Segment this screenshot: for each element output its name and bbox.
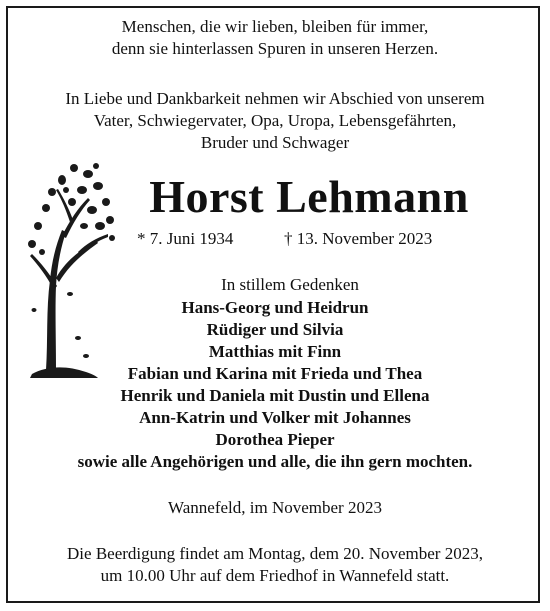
place-date: Wannefeld, im November 2023 [168, 498, 382, 517]
mourner-entry: Matthias mit Finn [208, 342, 342, 361]
intro-text [0, 88, 550, 154]
mourner-entry: Rüdiger und Silvia [206, 320, 344, 339]
mourner-entry: Ann-Katrin und Volker mit Johannes [139, 408, 411, 427]
verse [0, 16, 550, 60]
funeral-line-1: Die Beerdigung findet am Montag, dem 20. November 2023, [67, 544, 483, 563]
deceased-name: Horst Lehmann [149, 171, 469, 222]
mourners-list [0, 297, 550, 473]
death-date: † 13. November 2023 [284, 229, 433, 248]
mourner-entry: sowie alle Angehörigen und alle, die ihn gern mochten. [77, 452, 473, 471]
mourner-entry: Henrik und Daniela mit Dustin und Ellena [120, 386, 430, 405]
mourners-heading: In stillem Gedenken [221, 275, 359, 294]
birth-date: * 7. Juni 1934 [137, 229, 234, 248]
intro-line-1: In Liebe und Dankbarkeit nehmen wir Abschied von unserem [65, 89, 485, 108]
verse-line-2: denn sie hinterlassen Spuren in unseren Herzen. [111, 39, 439, 58]
mourner-entry: Dorothea Pieper [215, 430, 335, 449]
verse-line-1: Menschen, die wir lieben, bleiben für immer, [121, 17, 429, 36]
intro-line-2: Vater, Schwiegervater, Opa, Uropa, Lebensgefährten, [93, 111, 457, 130]
funeral-info [0, 543, 550, 587]
intro-line-3: Bruder und Schwager [200, 133, 350, 152]
mourner-entry: Fabian und Karina mit Frieda und Thea [127, 364, 423, 383]
mourner-entry: Hans-Georg und Heidrun [181, 298, 369, 317]
funeral-line-2: um 10.00 Uhr auf dem Friedhof in Wannefeld statt. [100, 566, 450, 585]
